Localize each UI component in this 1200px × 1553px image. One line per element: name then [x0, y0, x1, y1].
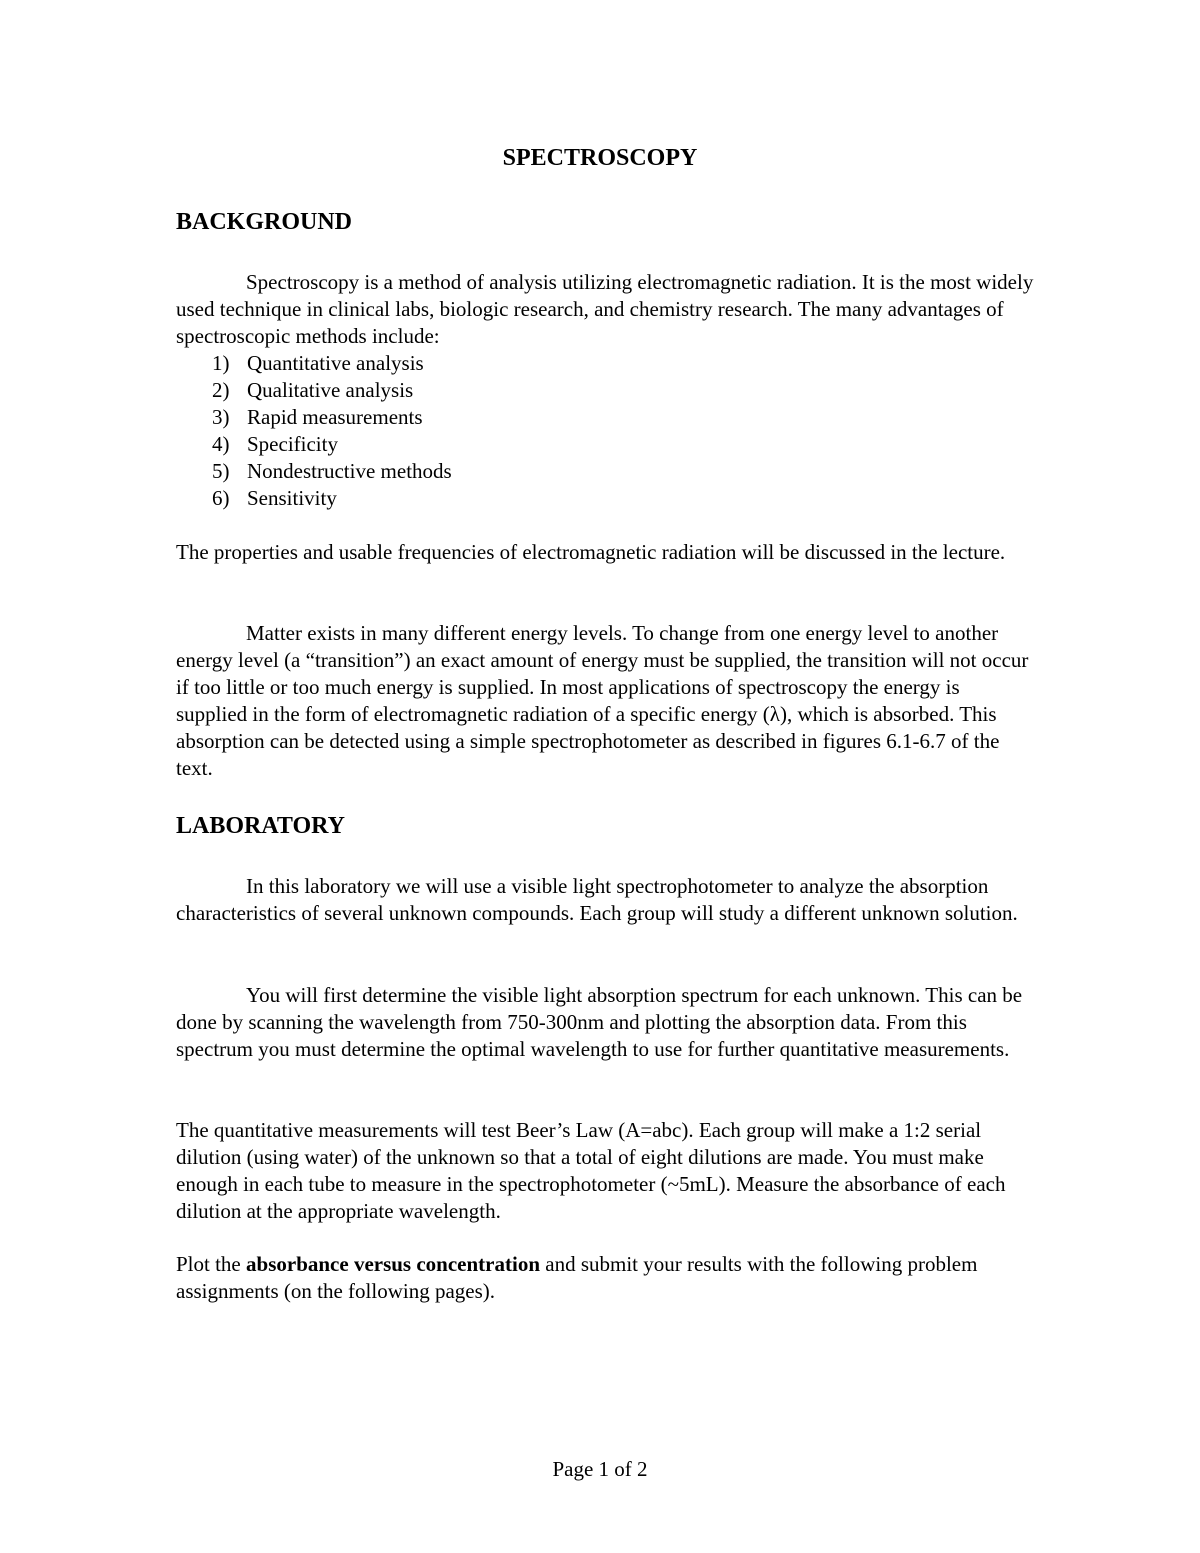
laboratory-paragraph-4: Plot the absorbance versus concentration and submit your results with the following problem assignments (on the following pages). [176, 1252, 978, 1303]
page-title: SPECTROSCOPY [502, 145, 698, 171]
laboratory-paragraph-1: In this laboratory we will use a visible light spectrophotometer to analyze the absorption characteristics of several unknown compounds. Each group will study a different unknown solution. [176, 874, 1018, 925]
laboratory-heading: LABORATORY [176, 813, 345, 839]
list-item: 5) Nondestructive methods [212, 459, 452, 483]
list-item: 3) Rapid measurements [212, 405, 423, 429]
list-item: 4) Specificity [212, 432, 338, 456]
background-heading: BACKGROUND [176, 209, 353, 235]
emphasis-text: absorbance versus concentration [246, 1252, 540, 1276]
advantages-list [176, 350, 452, 512]
background-intro-paragraph: Spectroscopy is a method of analysis utilizing electromagnetic radiation. It is the most widely used technique in clinical labs, biologic research, and chemistry research. The many advantages of spectroscopic methods include: [176, 270, 1034, 348]
page-number: Page 1 of 2 [552, 1457, 648, 1481]
list-item: 1) Quantitative analysis [212, 351, 424, 375]
laboratory-paragraph-2: You will first determine the visible light absorption spectrum for each unknown. This can be done by scanning the wavelength from 750-300nm and plotting the absorption data. From this spectrum you must determine the optimal wavelength to use for further quantitative measurements. [176, 983, 1023, 1061]
properties-paragraph: The properties and usable frequencies of electromagnetic radiation will be discussed in the lecture. [176, 540, 1006, 564]
list-item: 6) Sensitivity [212, 486, 337, 510]
matter-paragraph: Matter exists in many different energy levels. To change from one energy level to another energy level (a “transition”) an exact amount of energy must be supplied, the transition will not occur if too little or too much energy is supplied. In most applications of spectroscopy the energy is supplied in the form of electromagnetic radiation of a specific energy (λ), which is absorbed. This absorption can be detected using a simple spectrophotometer as described in figures 6.1-6.7 of the text. [176, 621, 1029, 780]
list-item: 2) Qualitative analysis [212, 378, 414, 402]
laboratory-paragraph-3: The quantitative measurements will test Beer’s Law (A=abc). Each group will make a 1:2 serial dilution (using water) of the unknown so that a total of eight dilutions are made. You must make enough in each tube to measure in the spectrophotometer (~5mL). Measure the absorbance of each dilution at the appropriate wavelength. [176, 1118, 1006, 1223]
